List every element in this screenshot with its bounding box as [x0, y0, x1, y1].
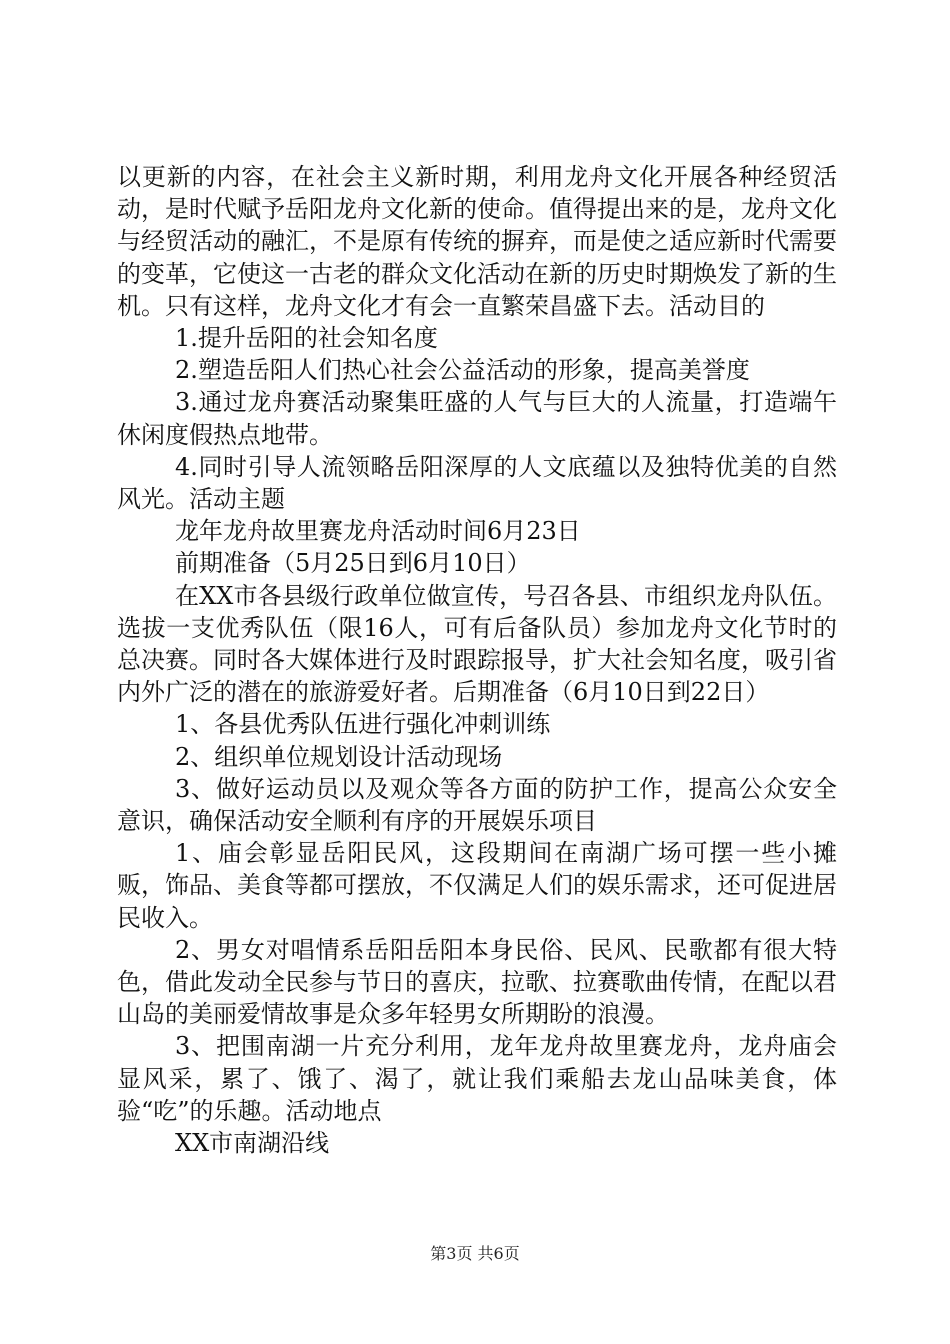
paragraph-4: 3.通过龙舟赛活动聚集旺盛的人气与巨大的人流量，打造端午休闲度假热点地带。	[117, 388, 837, 449]
paragraph-8: 在XX市各县级行政单位做宣传，号召各县、市组织龙舟队伍。选拔一支优秀队伍（限16人，可有后备队员）参加龙舟文化节时的总决赛。同时各大媒体进行及时跟踪报导，扩大社会知名度，吸引省内外广泛的潜在的旅游爱好者。后期准备（6月10日到22日）	[117, 581, 837, 707]
paragraph-2: 1.提升岳阳的社会知名度	[175, 324, 438, 353]
paragraph-15: XX市南湖沿线	[175, 1129, 330, 1158]
paragraph-5: 4.同时引导人流领略岳阳深厚的人文底蕴以及独特优美的自然风光。活动主题	[117, 452, 837, 514]
paragraph-7: 前期准备（5月25日到6月10日）	[175, 549, 531, 578]
paragraph-12: 1、庙会彰显岳阳民风，这段期间在南湖广场可摆一些小摊贩，饰品、美食等都可摆放，不仅满足人们的娱乐需求，还可促进居民收入。	[117, 839, 837, 932]
paragraph-1: 以更新的内容，在社会主义新时期，利用龙舟文化开展各种经贸活动，是时代赋予岳阳龙舟文化新的使命。值得提出来的是，龙舟文化与经贸活动的融汇，不是原有传统的摒弃，而是使之适应新时代需要的变革，它使这一古老的群众文化活动在新的历史时期焕发了新的生机。只有这样，龙舟文化才有会一直繁荣昌盛下去。活动目的	[117, 163, 837, 320]
paragraph-13: 2、男女对唱情系岳阳岳阳本身民俗、民风、民歌都有很大特色，借此发动全民参与节日的喜庆，拉歌、拉赛歌曲传情，在配以君山岛的美丽爱情故事是众多年轻男女所期盼的浪漫。	[117, 935, 837, 1029]
paragraph-10: 2、组织单位规划设计活动现场	[175, 742, 503, 771]
paragraph-9: 1、各县优秀队伍进行强化冲刺训练	[175, 710, 551, 739]
page-footer	[0, 1244, 950, 1264]
paragraph-3: 2.塑造岳阳人们热心社会公益活动的形象，提高美誉度	[175, 356, 750, 385]
document-body	[117, 161, 837, 1159]
page-number-label: 第3页 共6页	[430, 1244, 520, 1263]
paragraph-6: 龙年龙舟故里赛龙舟活动时间6月23日	[175, 517, 581, 546]
paragraph-11: 3、做好运动员以及观众等各方面的防护工作，提高公众安全意识，确保活动安全顺利有序的开展娱乐项目	[117, 774, 837, 836]
paragraph-14: 3、把围南湖一片充分利用，龙年龙舟故里赛龙舟，龙舟庙会显风采，累了、饿了、渴了，就让我们乘船去龙山品味美食，体验“吃”的乐趣。活动地点	[117, 1032, 837, 1125]
